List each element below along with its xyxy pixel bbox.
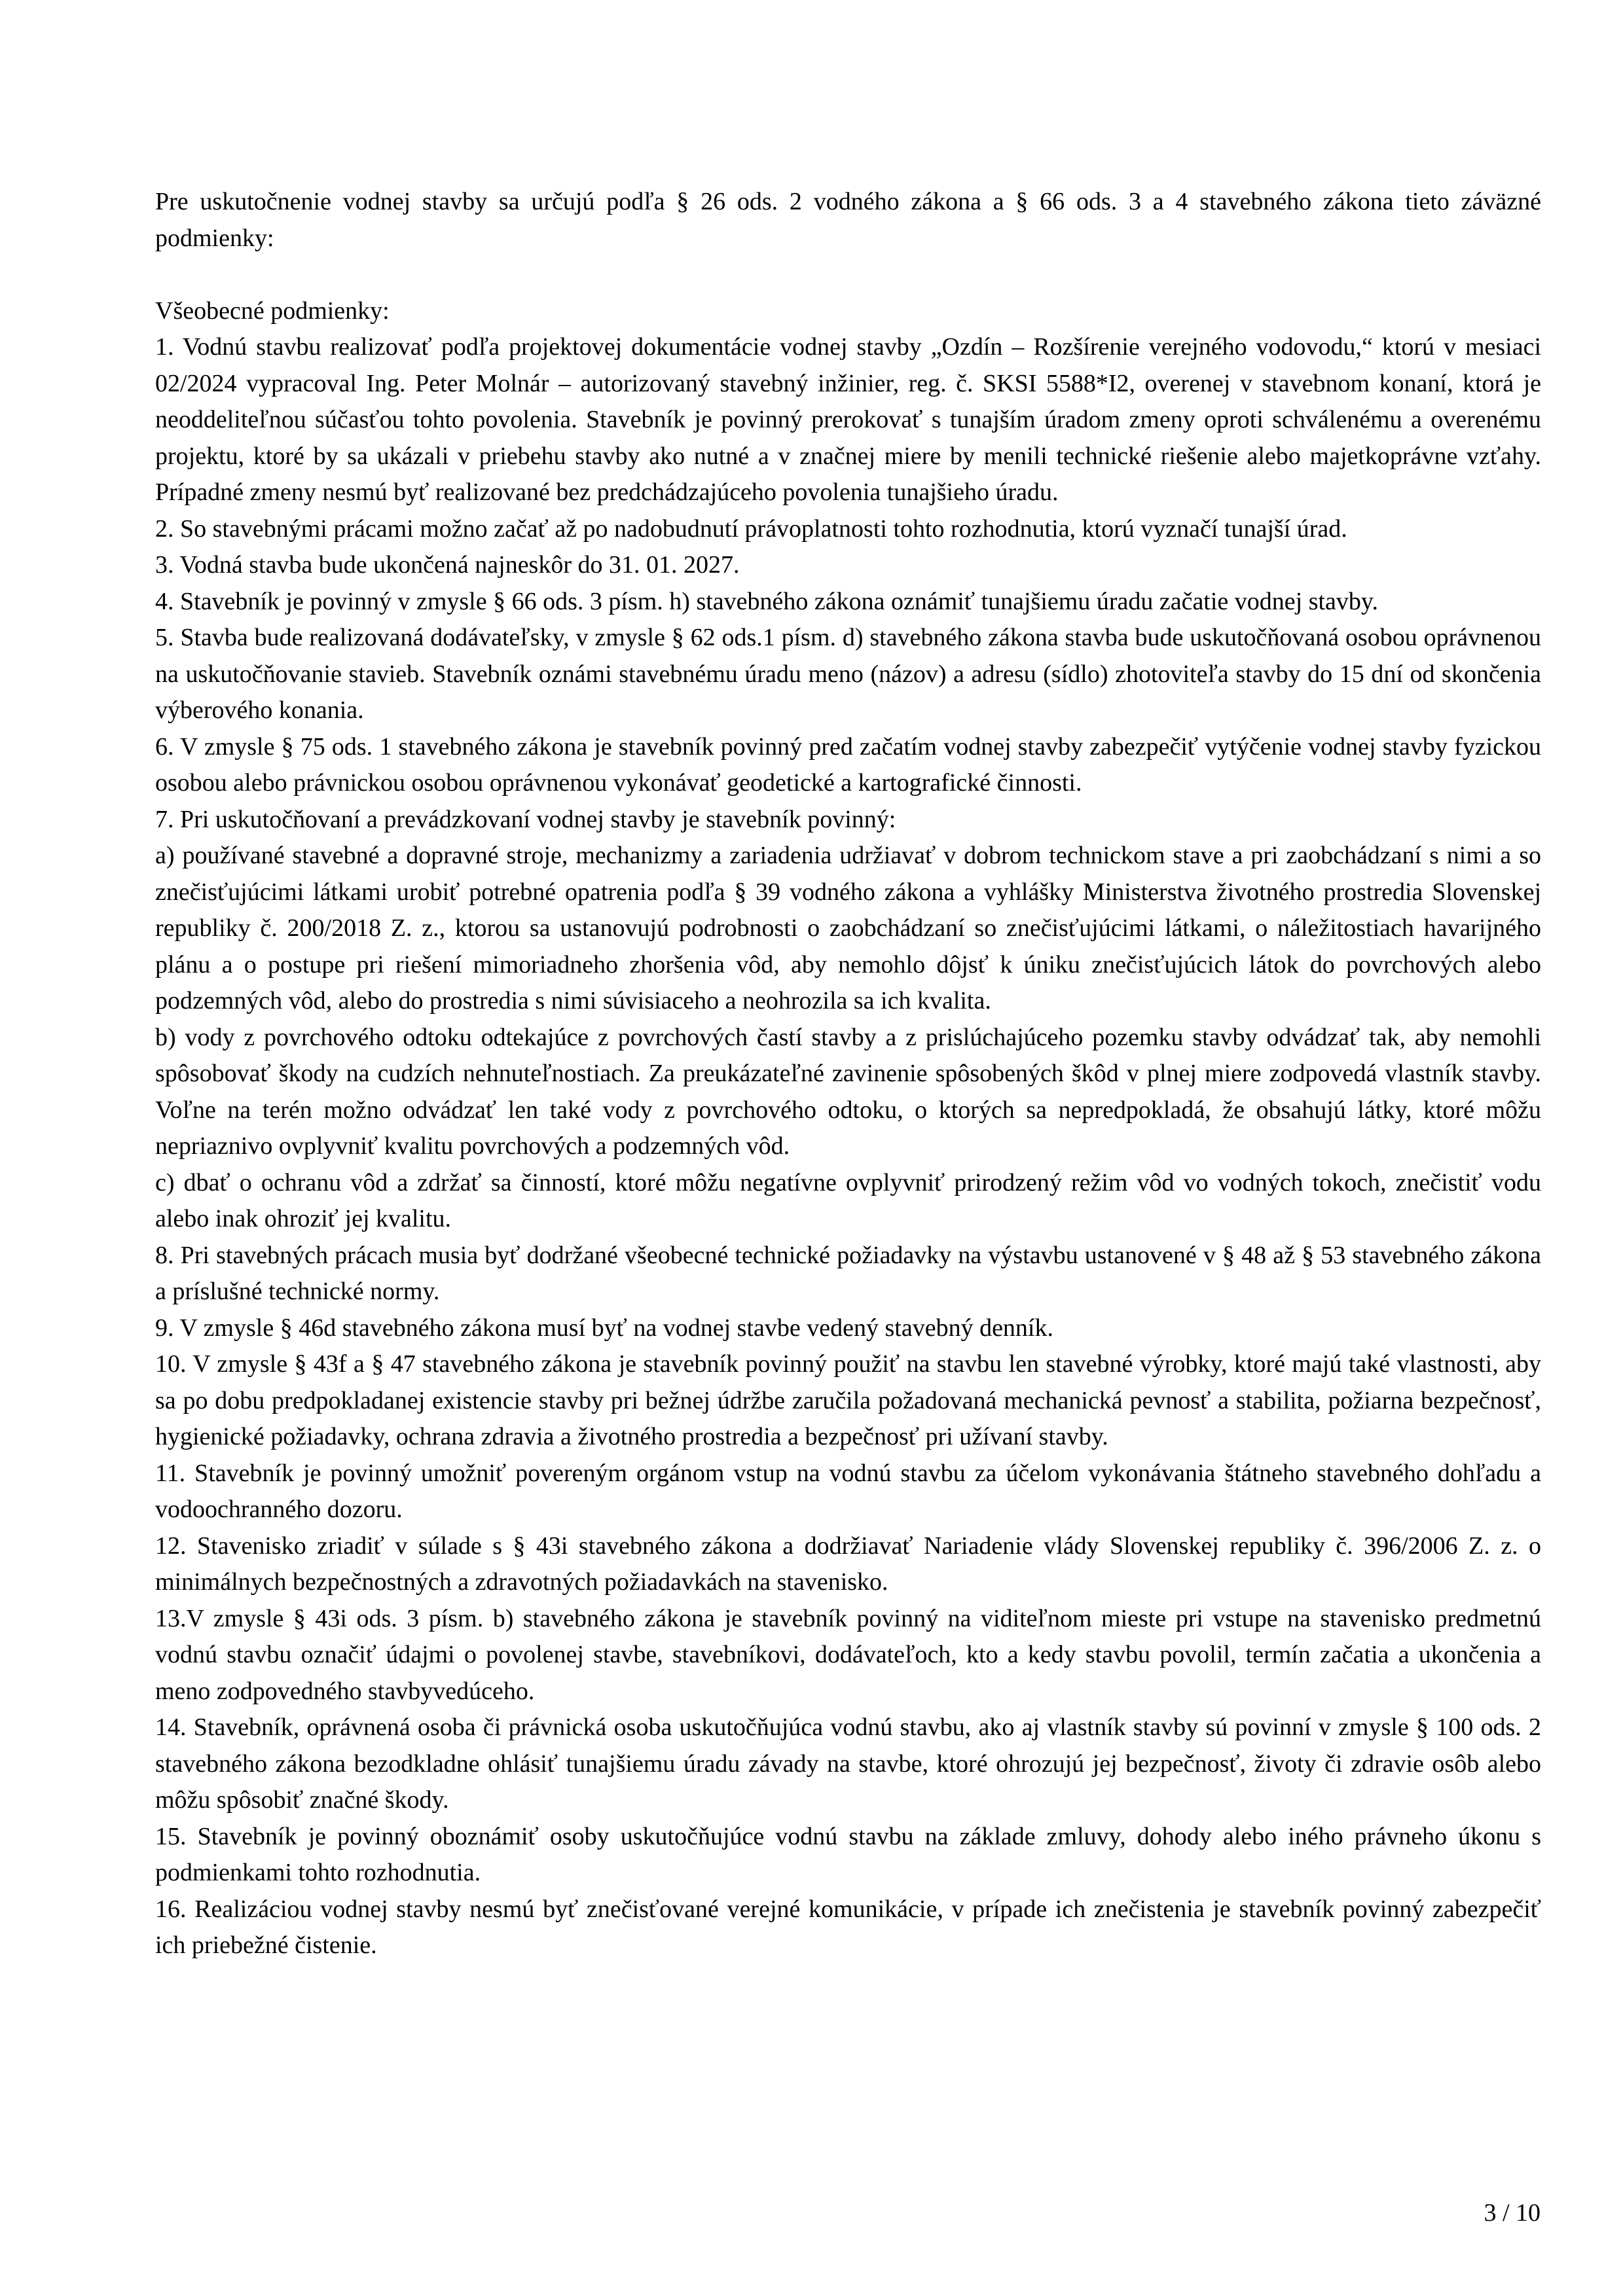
condition-item: 13.V zmysle § 43i ods. 3 písm. b) stavebného zákona je stavebník povinný na viditeľnom mieste pri vstupe na stavenisko predmetnú vodnú stavbu označiť údajmi o povolenej stavbe, stavebníkovi, dodávateľoch, kto a kedy stavbu povolil, termín začatia a ukončenia a meno zodpovedného stavbyvedúceho.	[155, 1604, 1541, 1705]
condition-item: 9. V zmysle § 46d stavebného zákona musí byť na vodnej stavbe vedený stavebný denník.	[155, 1314, 1053, 1342]
condition-item: 10. V zmysle § 43f a § 47 stavebného zákona je stavebník povinný použiť na stavbu len stavebné výrobky, ktoré majú také vlastnosti, aby sa po dobu predpokladanej existencie stavby pri bežnej údržbe zaručila požadovaná mechanická pevnosť a stabilita, požiarna bezpečnosť, hygienické požiadavky, ochrana zdravia a životného prostredia a bezpečnosť pri užívaní stavby.	[155, 1350, 1541, 1450]
condition-item: 6. V zmysle § 75 ods. 1 stavebného zákona je stavebník povinný pred začatím vodnej stavby zabezpečiť vytýčenie vodnej stavby fyzickou osobou alebo právnickou osobou oprávnenou vykonávať geodetické a kartografické činnosti.	[155, 732, 1541, 797]
condition-item: 2. So stavebnými prácami možno začať až po nadobudnutí právoplatnosti tohto rozhodnutia, ktorú vyznačí tunajší úrad.	[155, 514, 1347, 543]
page-number: 3 / 10	[1484, 2199, 1541, 2227]
condition-item: 4. Stavebník je povinný v zmysle § 66 ods. 3 písm. h) stavebného zákona oznámiť tunajšiemu úradu začatie vodnej stavby.	[155, 587, 1378, 615]
condition-item: 7. Pri uskutočňovaní a prevádzkovaní vodnej stavby je stavebník povinný:	[155, 805, 896, 833]
condition-item: 15. Stavebník je povinný oboznámiť osoby uskutočňujúce vodnú stavbu na základe zmluvy, dohody alebo iného právneho úkonu s podmienkami tohto rozhodnutia.	[155, 1822, 1541, 1886]
intro-paragraph: Pre uskutočnenie vodnej stavby sa určujú podľa § 26 ods. 2 vodného zákona a § 66 ods. 3 a 4 stavebného zákona tieto záväzné podmienky:	[155, 188, 1541, 252]
condition-item: 1. Vodnú stavbu realizovať podľa projektovej dokumentácie vodnej stavby „Ozdín – Rozšírenie verejného vodovodu,“ ktorú v mesiaci 02/2024 vypracoval Ing. Peter Molnár – autorizovaný stavebný inžinier, reg. č. SKSI 5588*I2, overenej v stavebnom konaní, ktorá je neoddeliteľnou súčasťou tohto povolenia. Stavebník je povinný prerokovať s tunajším úradom zmeny oproti schválenému a overenému projektu, ktoré by sa ukázali v priebehu stavby ako nutné a v značnej miere by menili technické riešenie alebo majetkoprávne vzťahy. Prípadné zmeny nesmú byť realizované bez predchádzajúceho povolenia tunajšieho úradu.	[155, 333, 1541, 506]
condition-subitem: c) dbať o ochranu vôd a zdržať sa činností, ktoré môžu negatívne ovplyvniť prirodzený režim vôd vo vodných tokoch, znečistiť vodu alebo inak ohroziť jej kvalitu.	[155, 1168, 1541, 1232]
condition-item: 11. Stavebník je povinný umožniť povereným orgánom vstup na vodnú stavbu za účelom vykonávania štátneho stavebného dohľadu a vodoochranného dozoru.	[155, 1459, 1541, 1523]
document-body	[155, 184, 1541, 1964]
condition-item: 16. Realizáciou vodnej stavby nesmú byť znečisťované verejné komunikácie, v prípade ich znečistenia je stavebník povinný zabezpečiť ich priebežné čistenie.	[155, 1895, 1541, 1959]
condition-item: 8. Pri stavebných prácach musia byť dodržané všeobecné technické požiadavky na výstavbu ustanovené v § 48 až § 53 stavebného zákona a príslušné technické normy.	[155, 1241, 1541, 1305]
condition-subitem: a) používané stavebné a dopravné stroje, mechanizmy a zariadenia udržiavať v dobrom technickom stave a pri zaobchádzaní s nimi a so znečisťujúcimi látkami urobiť potrebné opatrenia podľa § 39 vodného zákona a vyhlášky Ministerstva životného prostredia Slovenskej republiky č. 200/2018 Z. z., ktorou sa ustanovujú podrobnosti o zaobchádzaní so znečisťujúcimi látkami, o náležitostiach havarijného plánu a o postupe pri riešení mimoriadneho zhoršenia vôd, aby nemohlo dôjsť k úniku znečisťujúcich látok do povrchových alebo podzemných vôd, alebo do prostredia s nimi súvisiaceho a neohrozila sa ich kvalita.	[155, 842, 1541, 1014]
section-heading: Všeobecné podmienky:	[155, 296, 390, 325]
condition-item: 5. Stavba bude realizovaná dodávateľsky, v zmysle § 62 ods.1 písm. d) stavebného zákona stavba bude uskutočňovaná osobou oprávnenou na uskutočňovanie stavieb. Stavebník oznámi stavebnému úradu meno (názov) a adresu (sídlo) zhotoviteľa stavby do 15 dní od skončenia výberového konania.	[155, 624, 1541, 724]
condition-item: 14. Stavebník, oprávnená osoba či právnická osoba uskutočňujúca vodnú stavbu, ako aj vlastník stavby sú povinní v zmysle § 100 ods. 2 stavebného zákona bezodkladne ohlásiť tunajšiemu úradu závady na stavbe, ktoré ohrozujú jej bezpečnosť, životy či zdravie osôb alebo môžu spôsobiť značné škody.	[155, 1713, 1541, 1814]
condition-item: 12. Stavenisko zriadiť v súlade s § 43i stavebného zákona a dodržiavať Nariadenie vlády Slovenskej republiky č. 396/2006 Z. z. o minimálnych bezpečnostných a zdravotných požiadavkách na stavenisko.	[155, 1532, 1541, 1596]
condition-subitem: b) vody z povrchového odtoku odtekajúce z povrchových častí stavby a z prislúchajúceho pozemku stavby odvádzať tak, aby nemohli spôsobovať škody na cudzích nehnuteľnostiach. Za preukázateľné zavinenie spôsobených škôd v plnej miere zodpovedá vlastník stavby. Voľne na terén možno odvádzať len také vody z povrchového odtoku, o ktorých sa nepredpokladá, že obsahujú látky, ktoré môžu nepriaznivo ovplyvniť kvalitu povrchových a podzemných vôd.	[155, 1023, 1541, 1160]
condition-item: 3. Vodná stavba bude ukončená najneskôr do 31. 01. 2027.	[155, 551, 740, 579]
